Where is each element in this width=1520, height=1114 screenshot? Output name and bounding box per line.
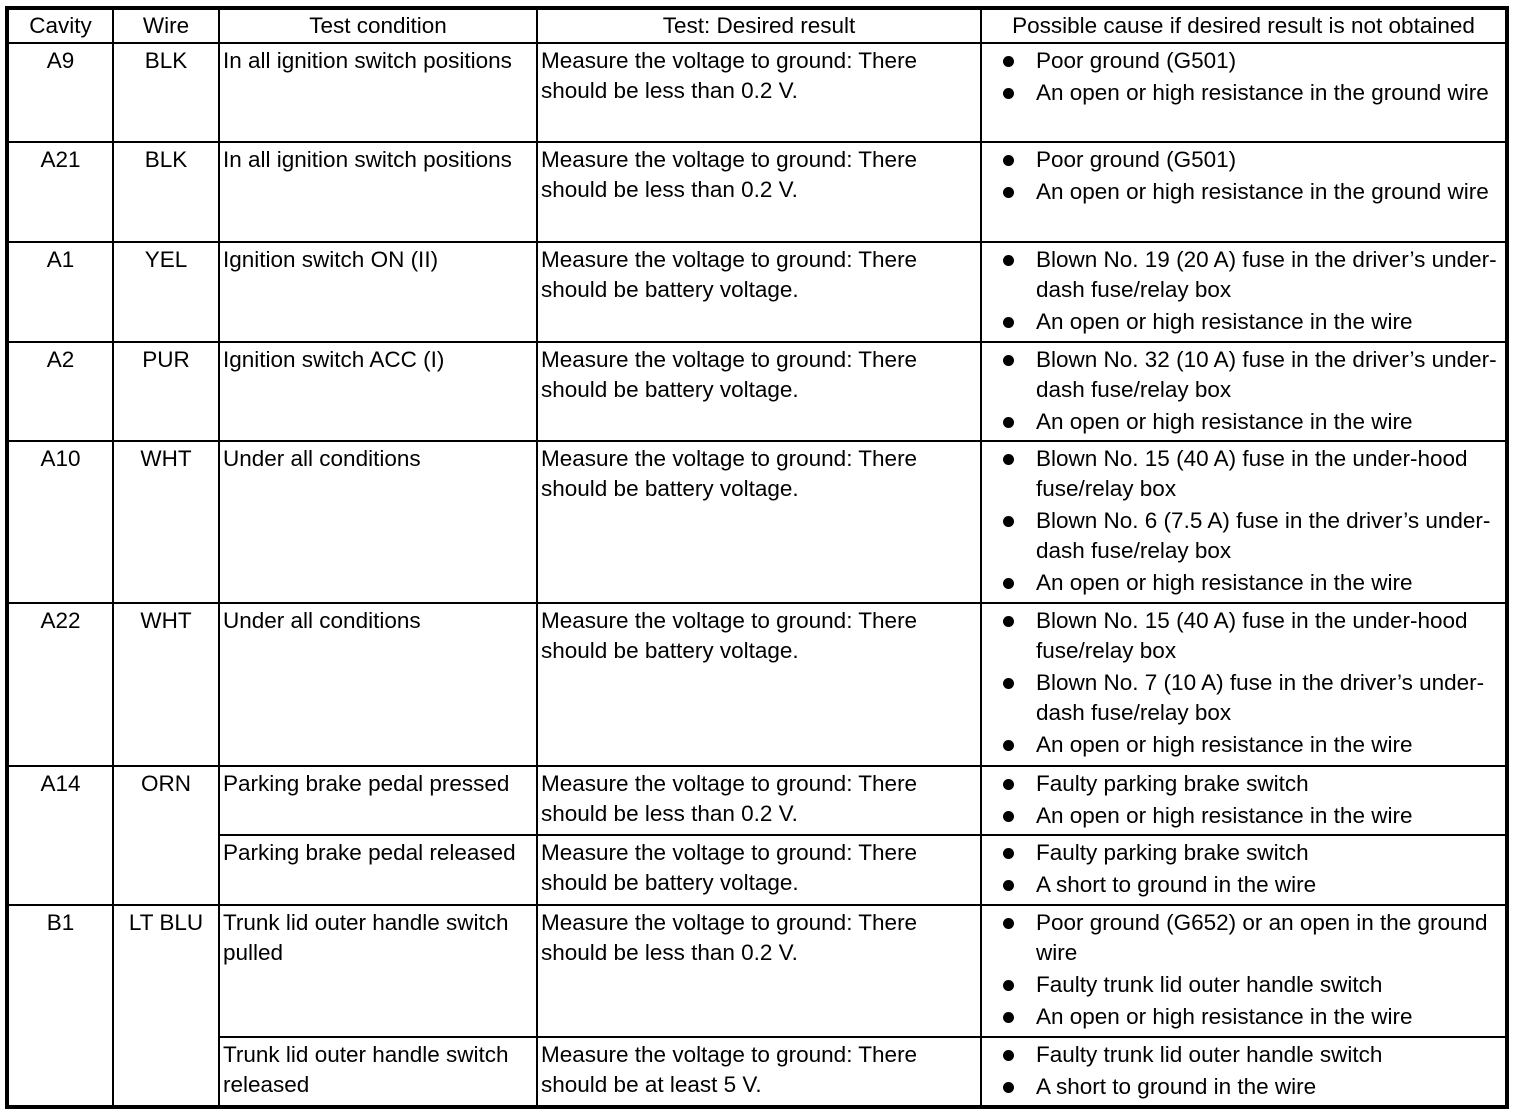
desired-result-cell: Measure the voltage to ground: There should be less than 0.2 V. <box>537 766 981 835</box>
cavity-cell: B1 <box>7 905 113 1107</box>
desired-result-cell: Measure the voltage to ground: There should be less than 0.2 V. <box>537 905 981 1037</box>
cause-item <box>1003 970 1502 1000</box>
cause-text: Faulty trunk lid outer handle switch <box>1036 972 1383 997</box>
cause-text: Faulty trunk lid outer handle switch <box>1036 1042 1383 1067</box>
desired-result-cell: Measure the voltage to ground: There should be battery voltage. <box>537 441 981 603</box>
cause-item <box>1003 870 1502 900</box>
cause-text: Faulty parking brake switch <box>1036 771 1309 796</box>
bullet-icon <box>1003 1050 1014 1061</box>
cause-list <box>985 838 1502 900</box>
test-condition-cell: In all ignition switch positions <box>219 43 537 142</box>
test-condition-cell: In all ignition switch positions <box>219 142 537 242</box>
cavity-cell: A14 <box>7 766 113 905</box>
cause-list <box>985 1040 1502 1102</box>
bullet-icon <box>1003 880 1014 891</box>
test-condition-cell: Trunk lid outer handle switch pulled <box>219 905 537 1037</box>
table-row <box>7 242 1507 342</box>
possible-cause-cell <box>981 766 1507 835</box>
cause-item <box>1003 46 1502 76</box>
desired-result-cell: Measure the voltage to ground: There should be battery voltage. <box>537 242 981 342</box>
test-condition-cell: Under all conditions <box>219 441 537 603</box>
cause-item <box>1003 668 1502 728</box>
cause-text: Poor ground (G501) <box>1036 147 1237 172</box>
cause-list <box>985 245 1502 337</box>
cause-list <box>985 444 1502 598</box>
cause-text: Blown No. 19 (20 A) fuse in the driver’s under-dash fuse/relay box <box>1036 247 1497 302</box>
wire-color-cell: BLK <box>113 142 219 242</box>
test-condition-cell: Trunk lid outer handle switch released <box>219 1037 537 1107</box>
table-row <box>7 766 1507 835</box>
cause-text: An open or high resistance in the wire <box>1036 570 1413 595</box>
cause-text: Faulty parking brake switch <box>1036 840 1309 865</box>
possible-cause-cell <box>981 441 1507 603</box>
bullet-icon <box>1003 616 1014 627</box>
desired-result-cell: Measure the voltage to ground: There should be battery voltage. <box>537 603 981 766</box>
bullet-icon <box>1003 454 1014 465</box>
cavity-cell: A2 <box>7 342 113 441</box>
table-row <box>7 1037 1507 1107</box>
possible-cause-cell <box>981 1037 1507 1107</box>
cause-text: An open or high resistance in the ground wire <box>1036 80 1489 105</box>
bullet-icon <box>1003 918 1014 929</box>
possible-cause-cell <box>981 43 1507 142</box>
header-row <box>7 8 1507 43</box>
cause-text: Poor ground (G501) <box>1036 48 1237 73</box>
wire-color-cell: YEL <box>113 242 219 342</box>
header-cavity: Cavity <box>7 8 113 43</box>
cause-item <box>1003 908 1502 968</box>
bullet-icon <box>1003 155 1014 166</box>
cause-text: Blown No. 15 (40 A) fuse in the under-hood fuse/relay box <box>1036 608 1468 663</box>
cause-item <box>1003 838 1502 868</box>
cause-item <box>1003 1002 1502 1032</box>
cause-item <box>1003 506 1502 566</box>
cause-text: Blown No. 15 (40 A) fuse in the under-hood fuse/relay box <box>1036 446 1468 501</box>
cause-item <box>1003 345 1502 405</box>
wire-color-cell: WHT <box>113 441 219 603</box>
bullet-icon <box>1003 811 1014 822</box>
bullet-icon <box>1003 255 1014 266</box>
cause-list <box>985 769 1502 831</box>
cause-list <box>985 46 1502 108</box>
cause-item <box>1003 145 1502 175</box>
cavity-cell: A22 <box>7 603 113 766</box>
test-condition-cell: Parking brake pedal pressed <box>219 766 537 835</box>
cause-item <box>1003 769 1502 799</box>
desired-result-cell: Measure the voltage to ground: There should be battery voltage. <box>537 342 981 441</box>
cause-item <box>1003 1040 1502 1070</box>
bullet-icon <box>1003 417 1014 428</box>
possible-cause-cell <box>981 835 1507 905</box>
wire-color-cell: PUR <box>113 342 219 441</box>
cavity-cell: A21 <box>7 142 113 242</box>
bullet-icon <box>1003 56 1014 67</box>
bullet-icon <box>1003 516 1014 527</box>
test-condition-cell: Parking brake pedal released <box>219 835 537 905</box>
cause-list <box>985 908 1502 1032</box>
header-wire: Wire <box>113 8 219 43</box>
bullet-icon <box>1003 740 1014 751</box>
bullet-icon <box>1003 317 1014 328</box>
cause-text: Poor ground (G652) or an open in the ground wire <box>1036 910 1488 965</box>
table-row <box>7 441 1507 603</box>
header-possible-cause: Possible cause if desired result is not obtained <box>981 8 1507 43</box>
desired-result-cell: Measure the voltage to ground: There should be battery voltage. <box>537 835 981 905</box>
desired-result-cell: Measure the voltage to ground: There should be at least 5 V. <box>537 1037 981 1107</box>
header-test-condition: Test condition <box>219 8 537 43</box>
bullet-icon <box>1003 678 1014 689</box>
cause-text: Blown No. 7 (10 A) fuse in the driver’s under-dash fuse/relay box <box>1036 670 1485 725</box>
test-condition-cell: Under all conditions <box>219 603 537 766</box>
bullet-icon <box>1003 848 1014 859</box>
cavity-cell: A9 <box>7 43 113 142</box>
cause-item <box>1003 730 1502 760</box>
test-condition-cell: Ignition switch ON (II) <box>219 242 537 342</box>
table-row <box>7 835 1507 905</box>
cause-text: A short to ground in the wire <box>1036 872 1317 897</box>
wire-color-cell: WHT <box>113 603 219 766</box>
cause-item <box>1003 444 1502 504</box>
cause-item <box>1003 78 1502 108</box>
cause-item <box>1003 568 1502 598</box>
cause-item <box>1003 245 1502 305</box>
table-row <box>7 342 1507 441</box>
cause-text: An open or high resistance in the wire <box>1036 803 1413 828</box>
bullet-icon <box>1003 187 1014 198</box>
desired-result-cell: Measure the voltage to ground: There should be less than 0.2 V. <box>537 142 981 242</box>
cause-item <box>1003 177 1502 207</box>
table-row <box>7 142 1507 242</box>
cause-item <box>1003 801 1502 831</box>
cause-text: Blown No. 6 (7.5 A) fuse in the driver’s under-dash fuse/relay box <box>1036 508 1491 563</box>
bullet-icon <box>1003 355 1014 366</box>
connector-test-table <box>5 6 1509 1109</box>
bullet-icon <box>1003 779 1014 790</box>
cause-text: An open or high resistance in the wire <box>1036 309 1413 334</box>
possible-cause-cell <box>981 603 1507 766</box>
cause-item <box>1003 1072 1502 1102</box>
cavity-cell: A1 <box>7 242 113 342</box>
wire-color-cell: ORN <box>113 766 219 905</box>
cause-text: An open or high resistance in the wire <box>1036 1004 1413 1029</box>
table-row <box>7 603 1507 766</box>
table-row <box>7 43 1507 142</box>
cause-text: Blown No. 32 (10 A) fuse in the driver’s under-dash fuse/relay box <box>1036 347 1497 402</box>
table-row <box>7 905 1507 1037</box>
test-condition-cell: Ignition switch ACC (I) <box>219 342 537 441</box>
possible-cause-cell <box>981 142 1507 242</box>
cause-item <box>1003 606 1502 666</box>
cause-text: A short to ground in the wire <box>1036 1074 1317 1099</box>
bullet-icon <box>1003 980 1014 991</box>
bullet-icon <box>1003 1082 1014 1093</box>
bullet-icon <box>1003 88 1014 99</box>
header-desired-result: Test: Desired result <box>537 8 981 43</box>
possible-cause-cell <box>981 242 1507 342</box>
wire-color-cell: LT BLU <box>113 905 219 1107</box>
cause-list <box>985 606 1502 760</box>
bullet-icon <box>1003 578 1014 589</box>
wire-color-cell: BLK <box>113 43 219 142</box>
cause-item <box>1003 407 1502 437</box>
cause-list <box>985 145 1502 207</box>
cause-item <box>1003 307 1502 337</box>
cause-text: An open or high resistance in the ground wire <box>1036 179 1489 204</box>
desired-result-cell: Measure the voltage to ground: There should be less than 0.2 V. <box>537 43 981 142</box>
cause-text: An open or high resistance in the wire <box>1036 409 1413 434</box>
cavity-cell: A10 <box>7 441 113 603</box>
cause-text: An open or high resistance in the wire <box>1036 732 1413 757</box>
bullet-icon <box>1003 1012 1014 1023</box>
cause-list <box>985 345 1502 437</box>
possible-cause-cell <box>981 342 1507 441</box>
possible-cause-cell <box>981 905 1507 1037</box>
